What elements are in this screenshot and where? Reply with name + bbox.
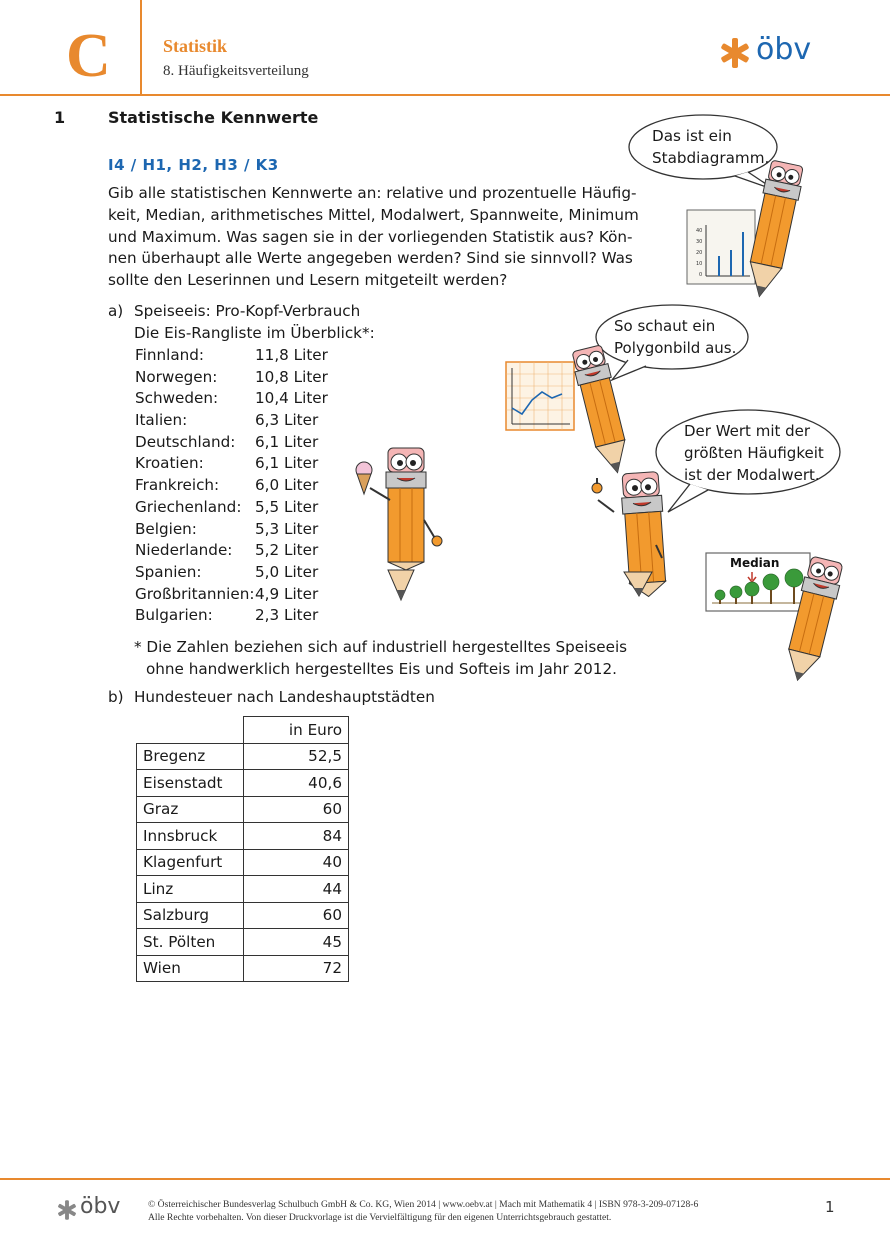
consumption-value: 10,8 Liter bbox=[255, 367, 328, 386]
country-name: Finnland: bbox=[135, 346, 205, 364]
table-row bbox=[137, 770, 349, 797]
pencil-character-ice-cream bbox=[356, 448, 442, 600]
instruction-line: sollte den Leserinnen und Lesern mitgeteilt werden? bbox=[108, 271, 508, 290]
footer-logo-text: öbv bbox=[80, 1194, 121, 1219]
bubble-polygon-line2: Polygonbild aus. bbox=[614, 339, 737, 357]
task-title: Statistische Kennwerte bbox=[108, 108, 319, 127]
part-a-title: Speiseeis: Pro-Kopf-Verbrauch bbox=[134, 302, 361, 320]
city-cell: Bregenz bbox=[137, 743, 244, 770]
polygon-chart-board bbox=[506, 362, 574, 430]
part-b-title: Hundesteuer nach Landeshauptstädten bbox=[134, 688, 435, 706]
country-name: Griechenland: bbox=[135, 497, 242, 516]
city-cell: Graz bbox=[137, 796, 244, 823]
country-name: Italien: bbox=[135, 411, 188, 430]
chapter-title: 8. Häufigkeitsverteilung bbox=[163, 63, 309, 79]
bubble-mode-line3: ist der Modalwert. bbox=[684, 466, 820, 484]
country-name: Großbritannien: bbox=[135, 584, 255, 603]
tax-value-cell: 44 bbox=[244, 876, 349, 903]
table-row bbox=[137, 849, 349, 876]
consumption-value: 4,9 Liter bbox=[255, 584, 319, 603]
logo-text: öbv bbox=[756, 32, 812, 67]
country-name: Bulgarien: bbox=[135, 606, 213, 625]
tax-value-cell: 52,5 bbox=[244, 743, 349, 770]
subject-title: Statistik bbox=[163, 36, 228, 56]
tax-value-cell: 84 bbox=[244, 823, 349, 850]
copyright-notice bbox=[148, 1198, 698, 1224]
consumption-value: 10,4 Liter bbox=[255, 389, 328, 408]
table-row bbox=[137, 823, 349, 850]
country-name: Niederlande: bbox=[135, 541, 233, 560]
consumption-value: 6,0 Liter bbox=[255, 476, 319, 495]
bar-chart-tick: 10 bbox=[696, 261, 703, 267]
page-number: 1 bbox=[825, 1198, 835, 1216]
column-header: in Euro bbox=[244, 717, 349, 744]
country-name: Kroatien: bbox=[135, 454, 204, 473]
bubble-mode-line1: Der Wert mit der bbox=[684, 422, 811, 440]
table-row bbox=[137, 902, 349, 929]
consumption-value: 5,5 Liter bbox=[255, 497, 319, 516]
dog-tax-table bbox=[136, 716, 349, 982]
tax-value-cell: 40 bbox=[244, 849, 349, 876]
median-sign-label: Median bbox=[730, 556, 780, 570]
footnote-line: ohne handwerklich hergestelltes Eis und Softeis im Jahr 2012. bbox=[146, 660, 617, 678]
country-name: Frankreich: bbox=[135, 476, 220, 495]
country-name: Schweden: bbox=[135, 389, 219, 408]
table-row bbox=[137, 876, 349, 903]
country-name: Deutschland: bbox=[135, 432, 236, 451]
tax-value-cell: 45 bbox=[244, 929, 349, 956]
city-cell: Wien bbox=[137, 955, 244, 982]
instruction-line: und Maximum. Was sagen sie in der vorliegenden Statistik aus? Kön- bbox=[108, 227, 633, 246]
footer-divider bbox=[0, 1178, 890, 1180]
instruction-line: keit, Median, arithmetisches Mittel, Modalwert, Spannweite, Minimum bbox=[108, 205, 639, 224]
instruction-line: nen überhaupt alle Werte angegeben werden? Sind sie sinnvoll? Was bbox=[108, 249, 633, 268]
consumption-value: 6,1 Liter bbox=[255, 454, 319, 473]
consumption-value: 6,3 Liter bbox=[255, 411, 319, 430]
consumption-value: 5,0 Liter bbox=[255, 562, 319, 581]
tax-value-cell: 60 bbox=[244, 796, 349, 823]
city-cell: Eisenstadt bbox=[137, 770, 244, 797]
competence-codes: I4 / H1, H2, H3 / K3 bbox=[108, 156, 279, 174]
part-b-label: b) bbox=[108, 688, 124, 706]
city-cell: St. Pölten bbox=[137, 929, 244, 956]
consumption-value: 11,8 Liter bbox=[255, 346, 328, 364]
part-a-label: a) bbox=[108, 302, 124, 320]
table-row bbox=[137, 929, 349, 956]
consumption-value: 5,3 Liter bbox=[255, 519, 319, 538]
city-cell: Salzburg bbox=[137, 902, 244, 929]
city-cell: Linz bbox=[137, 876, 244, 903]
pencil-character-pointing bbox=[592, 471, 669, 597]
table-row bbox=[137, 796, 349, 823]
bubble-bar-line2: Stabdiagramm. bbox=[652, 149, 770, 167]
copyright-line: Alle Rechte vorbehalten. Von dieser Druckvorlage ist die Vervielfältigung für den eigenen Unterrichtsgebrauch gestattet. bbox=[148, 1212, 612, 1223]
table-row bbox=[137, 743, 349, 770]
part-a-subtitle: Die Eis-Rangliste im Überblick*: bbox=[134, 324, 375, 342]
bar-chart-tick: 0 bbox=[699, 272, 703, 278]
table-row bbox=[137, 955, 349, 982]
country-name: Spanien: bbox=[135, 562, 202, 581]
bubble-bar-line1: Das ist ein bbox=[652, 127, 732, 145]
table-corner-cell bbox=[137, 717, 244, 744]
city-cell: Innsbruck bbox=[137, 823, 244, 850]
bar-chart-tick: 30 bbox=[696, 239, 703, 245]
task-number: 1 bbox=[54, 108, 66, 127]
tax-value-cell: 72 bbox=[244, 955, 349, 982]
bar-chart-tick: 20 bbox=[696, 250, 703, 256]
tax-value-cell: 60 bbox=[244, 902, 349, 929]
country-name: Belgien: bbox=[135, 519, 197, 538]
instruction-line: Gib alle statistischen Kennwerte an: relative und prozentuelle Häufig- bbox=[108, 184, 637, 202]
bar-chart-tick: 40 bbox=[696, 228, 703, 234]
consumption-value: 5,2 Liter bbox=[255, 541, 319, 560]
country-name: Norwegen: bbox=[135, 367, 218, 386]
bubble-polygon-line1: So schaut ein bbox=[614, 317, 716, 335]
consumption-value: 2,3 Liter bbox=[255, 606, 319, 625]
consumption-value: 6,1 Liter bbox=[255, 432, 319, 451]
table-header-row bbox=[137, 717, 349, 744]
tax-value-cell: 40,6 bbox=[244, 770, 349, 797]
footnote-line: * Die Zahlen beziehen sich auf industriell hergestelltes Speiseeis bbox=[134, 638, 628, 656]
city-cell: Klagenfurt bbox=[137, 849, 244, 876]
bubble-mode-line2: größten Häufigkeit bbox=[684, 444, 824, 462]
bar-chart-board bbox=[687, 210, 755, 284]
copyright-line: © Österreichischer Bundesverlag Schulbuch GmbH & Co. KG, Wien 2014 | www.oebv.at | Mach mit Mathematik 4 | ISBN 978-3-209-07128-6 bbox=[148, 1199, 699, 1210]
obv-star-icon bbox=[56, 1199, 78, 1221]
chapter-letter: C bbox=[66, 22, 111, 90]
